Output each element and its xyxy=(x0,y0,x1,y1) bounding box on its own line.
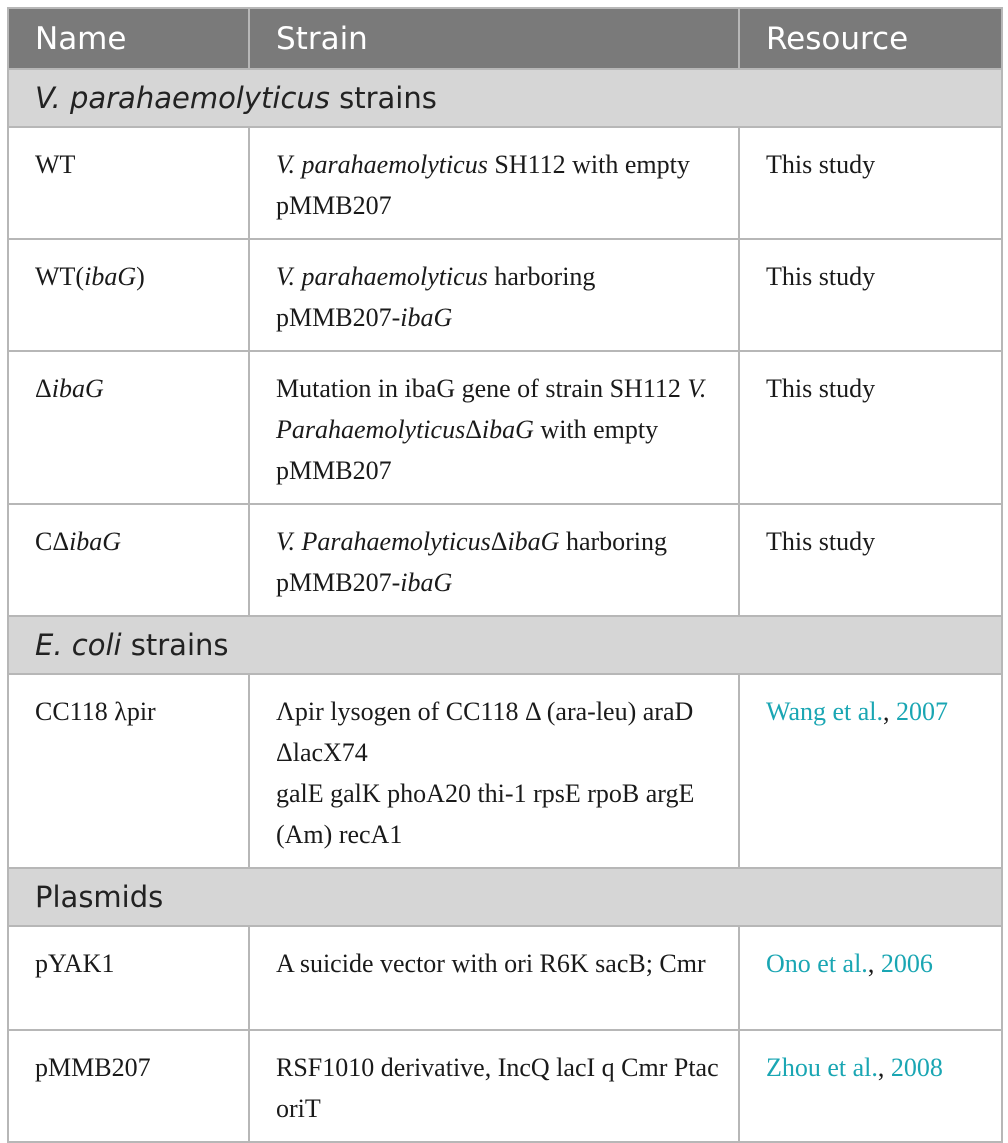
cell-resource xyxy=(739,1030,1002,1142)
section-title xyxy=(8,69,1002,127)
strain-text-rest: with empty pMMB207 xyxy=(276,415,659,485)
name-text: CΔ xyxy=(35,527,70,556)
section-title-rest: strains xyxy=(329,81,437,115)
strain-italic-gene: ibaG xyxy=(507,527,560,556)
cell-strain xyxy=(249,127,739,239)
reference-year-link[interactable]: 2006 xyxy=(880,949,933,978)
name-italic: ibaG xyxy=(69,527,122,556)
name-text: WT( xyxy=(35,262,85,291)
table-row xyxy=(8,674,1002,868)
cell-resource: This study xyxy=(739,504,1002,616)
section-title-rest: strains xyxy=(121,628,229,662)
cell-strain: A suicide vector with ori R6K sacB; Cmr xyxy=(249,926,739,1030)
strain-text: Mutation in ibaG gene of strain SH112 xyxy=(276,374,688,403)
strain-text: SH112 with empty pMMB207 xyxy=(276,150,690,220)
name-text: Δ xyxy=(35,374,52,403)
table-row xyxy=(8,351,1002,504)
cell-name xyxy=(8,504,249,616)
section-row-plasmids xyxy=(8,868,1002,926)
strain-italic: V. Parahaemolyticus xyxy=(276,374,707,444)
section-row-vibrio xyxy=(8,69,1002,127)
strain-text: harboring pMMB207- xyxy=(276,527,668,597)
cell-strain xyxy=(249,674,739,868)
table-row xyxy=(8,926,1002,1030)
section-title xyxy=(8,616,1002,674)
table-row xyxy=(8,127,1002,239)
cell-resource xyxy=(739,674,1002,868)
strain-italic-gene: ibaG xyxy=(481,415,534,444)
cell-name: pMMB207 xyxy=(8,1030,249,1142)
reference-link[interactable]: Ono et al. xyxy=(766,949,868,978)
cell-name: CC118 λpir xyxy=(8,674,249,868)
name-text-post: ) xyxy=(136,262,145,291)
reference-separator: , xyxy=(883,697,897,726)
cell-strain xyxy=(249,239,739,351)
cell-strain xyxy=(249,351,739,504)
cell-resource: This study xyxy=(739,239,1002,351)
section-title: Plasmids xyxy=(8,868,1002,926)
cell-resource: This study xyxy=(739,127,1002,239)
name-italic: ibaG xyxy=(84,262,137,291)
cell-name xyxy=(8,239,249,351)
cell-name: WT xyxy=(8,127,249,239)
section-title-italic: V. parahaemolyticus xyxy=(35,81,330,115)
header-name: Name xyxy=(8,8,249,69)
table-row xyxy=(8,504,1002,616)
section-row-ecoli xyxy=(8,616,1002,674)
table-row xyxy=(8,239,1002,351)
strain-text: harboring pMMB207- xyxy=(276,262,596,332)
reference-link[interactable]: Zhou et al. xyxy=(766,1053,878,1082)
strain-delta: Δ xyxy=(490,527,508,556)
strain-delta: Δ xyxy=(465,415,482,444)
cell-strain: RSF1010 derivative, IncQ lacI q Cmr Ptac oriT xyxy=(249,1030,739,1142)
header-strain: Strain xyxy=(249,8,739,69)
strain-italic: V. parahaemolyticus xyxy=(276,150,488,179)
reference-year-link[interactable]: 2008 xyxy=(890,1053,943,1082)
reference-separator: , xyxy=(877,1053,891,1082)
strain-text-line2: galE galK phoA20 thi-1 rpsE rpoB argE (Am) recA1 xyxy=(276,779,695,849)
cell-resource: This study xyxy=(739,351,1002,504)
name-italic: ibaG xyxy=(51,374,104,403)
cell-strain xyxy=(249,504,739,616)
strains-table xyxy=(7,7,1003,1143)
header-row xyxy=(8,8,1002,69)
cell-resource xyxy=(739,926,1002,1030)
section-title-italic: E. coli xyxy=(35,628,122,662)
strain-italic: V. parahaemolyticus xyxy=(276,262,488,291)
cell-name xyxy=(8,351,249,504)
reference-year-link[interactable]: 2007 xyxy=(896,697,949,726)
strain-italic-gene: ibaG xyxy=(400,303,453,332)
strain-italic-gene-2: ibaG xyxy=(400,568,453,597)
reference-separator: , xyxy=(867,949,881,978)
table-row xyxy=(8,1030,1002,1142)
cell-name: pYAK1 xyxy=(8,926,249,1030)
reference-link[interactable]: Wang et al. xyxy=(766,697,884,726)
strain-italic: V. Parahaemolyticus xyxy=(276,527,491,556)
strain-text: Λpir lysogen of CC118 Δ (ara-leu) araD ΔlacX74 xyxy=(276,697,694,767)
header-resource: Resource xyxy=(739,8,1002,69)
